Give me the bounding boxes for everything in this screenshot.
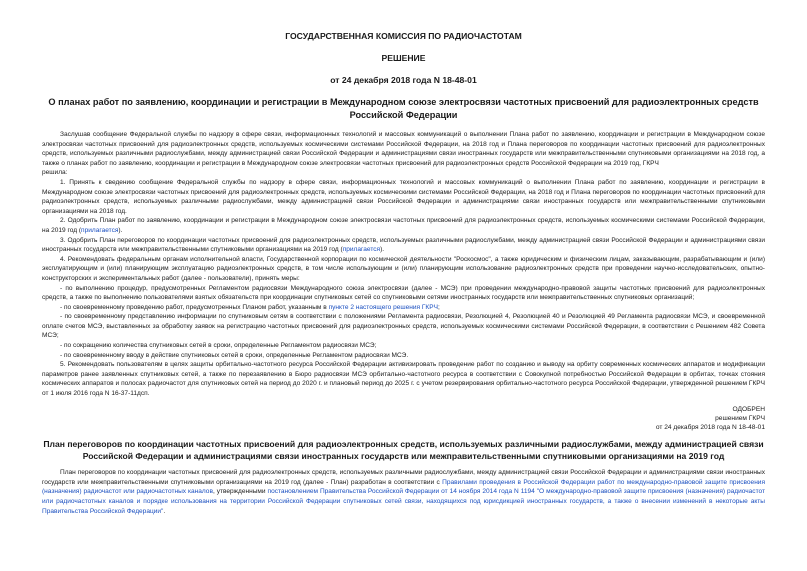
item-4-d: - по сокращению количества спутниковых сетей в сроки, определенные Регламентом радиосвязи МСЭ; — [60, 342, 377, 350]
item-3 — [42, 236, 765, 255]
item-3-text: 3. Одобрить План переговоров по координации частотных присвоений для радиоэлектронных средств, используемых различными радиослужбами, между администрацией связи Российской Федерации и администрациями связи иностранных государств или межправительственными спутниковыми организациями на 2019 год ( — [42, 236, 765, 254]
decision-date-number: от 24 декабря 2018 года N 18-48-01 — [330, 75, 477, 85]
plan-title: План переговоров по координации частотных присвоений для радиоэлектронных средств, используемых различными радиослужбами, между администрацией связи Российской Федерации и администрациями связи иностранных государств или межправительственными спутниковыми организациями на 2019 год — [43, 439, 764, 462]
item-4-b-text: - по своевременному проведению работ, предусмотренных Планом работ, указанным в — [60, 303, 329, 311]
item-4-b-link[interactable]: пункте 2 настоящего решения ГКРЧ — [328, 303, 438, 311]
item-3-attached-link[interactable]: прилагается — [342, 246, 381, 254]
item-3-close: ). — [380, 246, 385, 254]
item-1: 1. Принять к сведению сообщение Федеральной службы по надзору в сфере связи, информационных технологий и массовых коммуникаций о выполнении Плана работ по заявлению, координации и регистрации в Международном союзе электросвязи частотных присвоений для радиоэлектронных средств, используемых космическими системами Российской Федерации, на 2018 год и Плана переговоров по координации частотных присвоений для радиоэлектронных средств, используемых различными радиослужбами, между администрацией связи Российской Федерации и администрациями связи иностранных государств или межправительственными спутниковыми организациями на 2018 год. — [42, 178, 765, 215]
item-2-close: ). — [118, 226, 123, 234]
resolved-label: решила: — [42, 169, 68, 177]
item-4-e: - по своевременному вводу в действие спутниковых сетей в сроки, определенные Регламентом радиосвязи МСЭ. — [60, 351, 409, 359]
item-4: 4. Рекомендовать федеральным органам исполнительной власти, Государственной корпорации по космической деятельности "Роскосмос", а также юридическим и физическим лицам, заказывающим, разрабатывающим и (или) эксплуатирующим и (или) планирующим эксплуатацию радиоэлектронных средств, в том числе использующим и (или) планирующим использование радиоэлектронных средств при проведении научно-исследовательских, опытно-конструкторских и экспериментальных работ (далее - пользователи), принять меры: — [42, 255, 765, 282]
plan-resolution-link[interactable]: постановлением Правительства Российской Федерации от 14 ноября 2014 года N 1194 "О международно-правовой защите присвоения (назначения) радиочастот или радиочастотных каналов и порядке использования на территории Российской Федерации спутниковых сетей связи, находящихся под юрисдикцией иностранных государств, а также о внесении изменений в некоторые акты Правительства Российской Федерации" — [42, 488, 765, 515]
plan-paragraph — [42, 468, 765, 516]
decision-title: О планах работ по заявлению, координации и регистрации в Международном союзе электросвязи частотных присвоений для радиоэлектронных средств Российской Федерации — [48, 97, 759, 120]
decision-heading: РЕШЕНИЕ — [381, 53, 426, 63]
item-2-attached-link[interactable]: прилагается — [81, 226, 119, 234]
approval-line-1: ОДОБРЕН — [732, 405, 765, 413]
plan-text-2: , утвержденными — [212, 488, 268, 496]
approval-block — [42, 405, 765, 433]
plan-text-1: План переговоров по координации частотных присвоений для радиоэлектронных средств, используемых различными радиослужбами, между администрацией связи Российской Федерации и администрациями связи иностранных государств или межправительственными спутниковыми организациями на 2019 год (далее - План) разработан в соответствии с — [42, 469, 765, 486]
preamble-paragraph: Заслушав сообщение Федеральной службы по надзору в сфере связи, информационных технологий и массовых коммуникаций о выполнении Плана работ по заявлению, координации и регистрации в Международном союзе электросвязи частотных присвоений для радиоэлектронных средств, используемых космическими системами Российской Федерации, на 2018 год и Плана переговоров по координации частотных присвоений для радиоэлектронных средств, используемых различными радиослужбами, между администрацией связи Российской Федерации и администрациями связи иностранных государств или межправительственными спутниковыми организациями на 2018 год, а также о планах работ по заявлению, координации и регистрации в Международном союзе электросвязи частотных присвоений для радиоэлектронных средств Российской Федерации на 2019 год, ГКРЧ — [42, 131, 765, 167]
approval-line-2: решением ГКРЧ — [715, 414, 765, 422]
decision-body — [42, 130, 765, 399]
item-4-a: - по выполнению процедур, предусмотренных Регламентом радиосвязи Международного союза электросвязи (далее - МСЭ) при проведении международно-правовой защиты частотных присвоений для радиоэлектронных средств, а также по выполнению пользователями взятых обязательств при координации спутниковых сетей со спутниковыми сетями иностранных государств или межправительственных спутниковых организаций; — [42, 284, 765, 302]
item-4-c: - по своевременному представлению информации по спутниковым сетям в соответствии с положениями Регламента радиосвязи, Резолюцией 4, Резолюцией 40 и Резолюцией 49 Регламента радиосвязи МСЭ, и своевременной оплате счетов МСЭ, выставленных за обработку заявок на регистрацию частотных присвоений для радиоэлектронных средств, используемых космическими системами Российской Федерации, в соответствии с Решением 482 Совета МСЭ; — [42, 313, 765, 340]
approval-line-3: от 24 декабря 2018 года N 18-48-01 — [655, 424, 765, 432]
plan-body — [42, 468, 765, 516]
item-2-text: 2. Одобрить План работ по заявлению, координации и регистрации в Международном союзе электросвязи частотных присвоений для радиоэлектронных средств, используемых космическими системами Российской Федерации, на 2019 год ( — [42, 217, 765, 234]
commission-name: ГОСУДАРСТВЕННАЯ КОМИССИЯ ПО РАДИОЧАСТОТАМ — [285, 31, 522, 41]
item-4-b-end: ; — [437, 303, 440, 311]
item-2 — [42, 216, 765, 235]
item-4-b — [42, 303, 765, 313]
plan-rules-link[interactable]: Правилами проведения в Российской Федерации работ по международно-правовой защите присвоения (назначения) радиочастот или радиочастотных каналов — [42, 478, 766, 496]
plan-text-3: . — [163, 507, 166, 515]
item-5: 5. Рекомендовать пользователям в целях защиты орбитально-частотного ресурса Российской Федерации активизировать проведение работ по созданию и выводу на орбиту современных космических аппаратов и модификации параметров ранее заявленных спутниковых сетей, а также по перезаявлению в Бюро радиосвязи МСЭ орбитально-частотного ресурса в соответствии с Совокупной потребностью Российской Федерации в орбитах, точках стояния космических аппаратов и полосах радиочастот для спутниковых сетей на период до 2020 г. и плановый период до 2025 г. с учетом резервирования орбитально-частотного ресурса Российской Федерации, утвержденной решением ГКРЧ от 1 июля 2016 года N 16-37-11дсп. — [42, 361, 765, 398]
